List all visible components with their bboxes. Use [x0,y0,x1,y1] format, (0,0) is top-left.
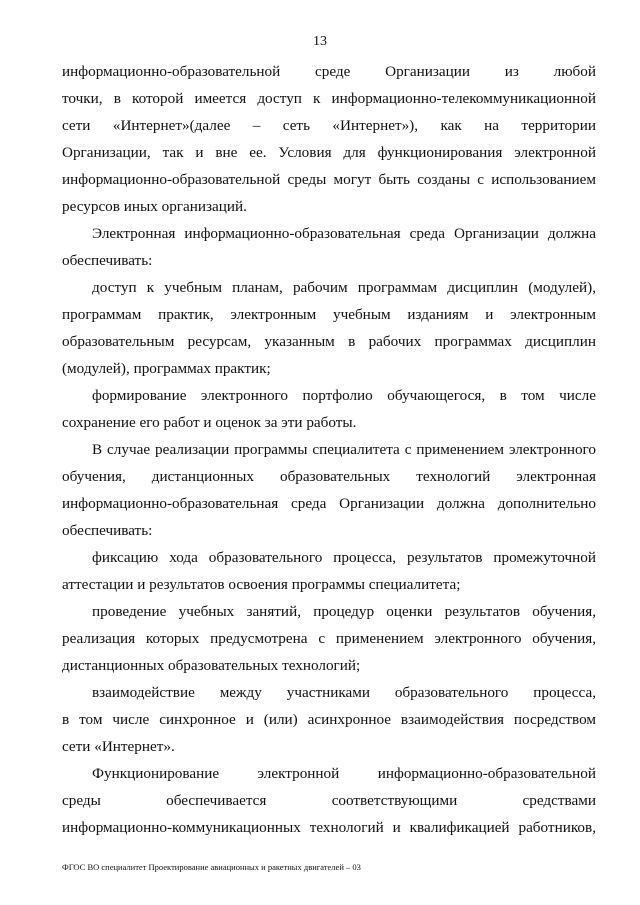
text-line: информационно-образовательная среда Организации должна дополнительно [62,495,596,512]
body-text [62,58,596,841]
text-line: обучения, дистанционных образовательных технологий электронная [62,468,596,485]
text-line: образовательным ресурсам, указанным в рабочих программах дисциплин [62,333,596,350]
text-line: информационно-образовательной среды могут быть созданы с использованием [62,171,596,188]
page-footer: ФГОС ВО специалитет Проектирование авиационных и ракетных двигателей – 03 [62,862,361,872]
text-line: точки, в которой имеется доступ к информационно-телекоммуникационной [62,90,596,107]
text-line: (модулей), программах практик; [62,360,271,377]
text-line: информационно-коммуникационных технологий и квалификацией работников, [62,819,596,836]
text-line: Функционирование электронной информационно-образовательной [92,765,596,782]
text-line: Электронная информационно-образовательная среда Организации должна [92,225,596,242]
text-line: сети «Интернет»(далее – сеть «Интернет»), как на территории [62,117,596,134]
text-line: фиксацию хода образовательного процесса, результатов промежуточной [92,549,596,566]
text-line: Организации, так и вне ее. Условия для функционирования электронной [62,144,596,161]
text-line: дистанционных образовательных технологий; [62,657,361,674]
text-line: проведение учебных занятий, процедур оценки результатов обучения, [92,603,596,620]
text-line: программам практик, электронным учебным изданиям и электронным [62,306,596,323]
text-line: В случае реализации программы специалитета с применением электронного [92,441,596,458]
page-number: 13 [313,34,327,49]
text-line: формирование электронного портфолио обучающегося, в том числе [92,387,596,404]
text-line: взаимодействие между участниками образовательного процесса, [92,684,596,701]
text-line: аттестации и результатов освоения программы специалитета; [62,576,461,593]
text-line: обеспечивать: [62,252,153,269]
text-line: сохранение его работ и оценок за эти работы. [62,414,357,431]
text-line: сети «Интернет». [62,738,175,755]
text-line: среды обеспечивается соответствующими средствами [62,792,596,809]
text-line: в том числе синхронное и (или) асинхронное взаимодействия посредством [62,711,596,728]
text-line: реализация которых предусмотрена с применением электронного обучения, [62,630,596,647]
text-line: информационно-образовательной среде Организации из любой [62,63,596,80]
text-line: доступ к учебным планам, рабочим программам дисциплин (модулей), [92,279,596,296]
text-line: обеспечивать: [62,522,153,539]
text-line: ресурсов иных организаций. [62,198,247,215]
